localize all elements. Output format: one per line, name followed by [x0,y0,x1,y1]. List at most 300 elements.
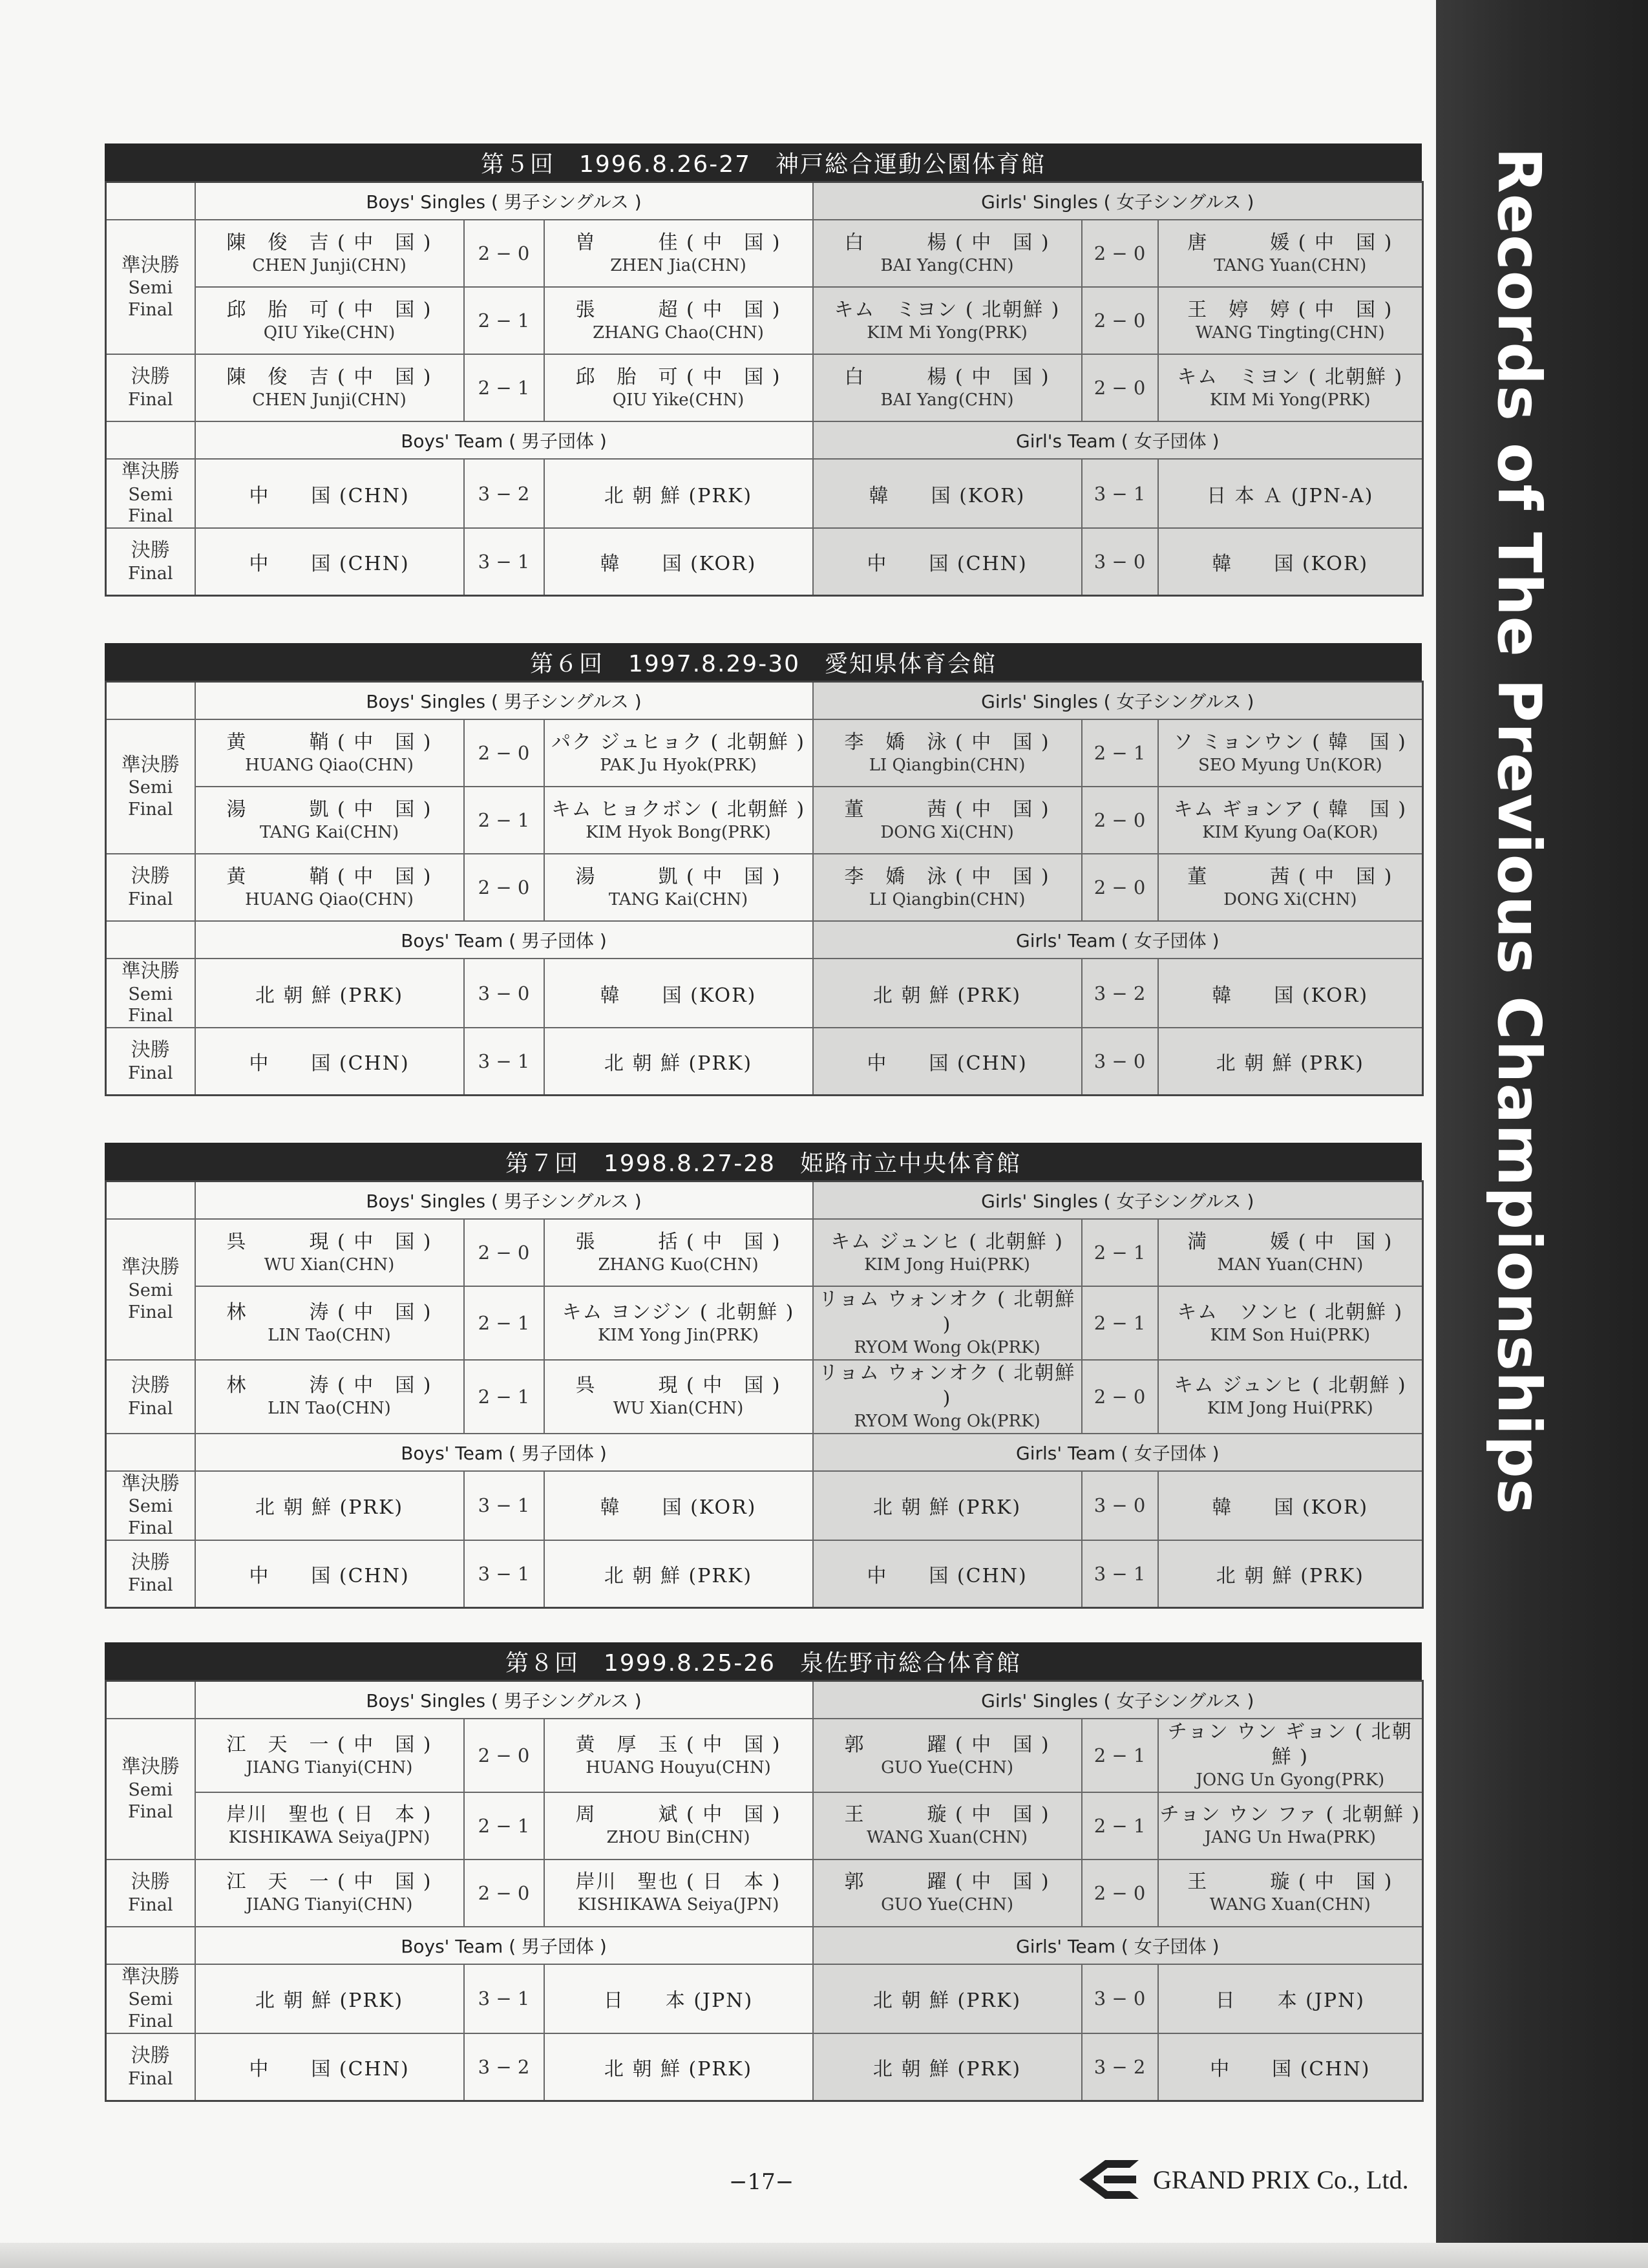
boys-player-winner [195,1219,464,1286]
boys-score: 2 − 0 [464,854,544,921]
boys-team-score: 3 − 2 [464,2033,544,2101]
player-name-ja: 黄 鞘 ( 中 国 ) [226,865,432,888]
boys-team-opponent: 日 本 (JPN) [544,1964,813,2033]
player-name-ja: 邱 胎 可 ( 中 国 ) [575,365,781,388]
player-name-ja: 李 嬌 泳 ( 中 国 ) [844,730,1050,754]
player-name-en: LIN Tao(CHN) [268,1399,391,1419]
page-number: −17− [729,2169,794,2195]
player-name-ja: 王 璇 ( 中 国 ) [1187,1871,1393,1894]
boys-team-score: 3 − 2 [464,459,544,528]
player-name-en: KIM Yong Jin(PRK) [597,1325,759,1345]
semifinal-label-en: Semi [128,1779,173,1800]
player-name-en: WU Xian(CHN) [613,1399,744,1419]
player-name-ja: 唐 媛 ( 中 国 ) [1187,231,1393,254]
side-title: Records of The Previous Championships [1484,147,1554,1515]
girls-player-winner [813,1719,1082,1792]
blank-cell [106,1434,195,1471]
player-name-en: JIANG Tianyi(CHN) [246,1895,413,1915]
girls-player-winner [813,1792,1082,1860]
girls-score: 2 − 0 [1082,1860,1158,1927]
player-name-en: WU Xian(CHN) [264,1255,395,1275]
player-name-ja: 曽 佳 ( 中 国 ) [575,231,781,254]
girls-team-header: Girls' Team ( 女子団体 ) [813,1434,1423,1471]
player-name-en: WANG Xuan(CHN) [866,1828,1028,1848]
team-match-row [106,1471,1423,1540]
singles-match-row [106,220,1423,287]
boys-player-winner [195,787,464,854]
boys-player-winner [195,1719,464,1792]
section-header: 第５回 1996.8.26-27 神戸総合運動公園体育館 [105,143,1422,181]
boys-singles-header: Boys' Singles ( 男子シングルス ) [195,1681,813,1719]
semifinal-label-en: Semi [128,984,173,1004]
player-name-ja: 陳 俊 吉 ( 中 国 ) [226,231,432,254]
final-label-ja: 決勝 [131,865,170,888]
girls-player-winner [813,1860,1082,1927]
logo-text: GRAND PRIX Co., Ltd. [1153,2165,1409,2194]
girls-player-winner [813,1286,1082,1360]
player-name-en: KIM Mi Yong(PRK) [1210,390,1371,410]
player-name-en: KIM Jong Hui(PRK) [1207,1399,1373,1419]
semifinal-label [106,719,195,854]
player-name-ja: 張 超 ( 中 国 ) [575,298,781,321]
player-name-en: HUANG Qiao(CHN) [245,889,414,909]
girls-player-winner [813,1219,1082,1286]
boys-team-winner: 中 国 (CHN) [195,528,464,596]
semifinal-label [106,459,195,528]
boys-player-winner [195,354,464,421]
girls-team-header: Girls' Team ( 女子団体 ) [813,921,1423,959]
blank-cell [106,1681,195,1719]
boys-score: 2 − 0 [464,220,544,287]
bottom-strip [0,2243,1648,2268]
semifinal-label [106,1219,195,1360]
girls-player-winner [813,220,1082,287]
singles-match-row [106,1719,1423,1792]
boys-team-score: 3 − 0 [464,959,544,1028]
team-match-row [106,1028,1423,1096]
boys-score: 2 − 1 [464,1792,544,1860]
girls-player-opponent [1158,719,1423,787]
player-name-en: ZHANG Kuo(CHN) [598,1255,759,1275]
player-name-ja: チョン ウン ギョン ( 北朝鮮 ) [1167,1721,1413,1768]
player-name-en: CHEN Junji(CHN) [252,255,407,275]
boys-player-opponent [544,1219,813,1286]
player-name-ja: 李 嬌 泳 ( 中 国 ) [844,865,1050,888]
final-label-en: Final [128,1398,173,1419]
girls-team-score: 3 − 0 [1082,1471,1158,1540]
championship-section [105,143,1422,597]
girls-player-opponent [1158,1792,1423,1860]
girls-team-opponent: 日 本 (JPN) [1158,1964,1423,2033]
boys-team-winner: 北 朝 鮮 (PRK) [195,959,464,1028]
team-match-row [106,1540,1423,1608]
girls-singles-header: Girls' Singles ( 女子シングルス ) [813,682,1423,720]
boys-singles-header: Boys' Singles ( 男子シングルス ) [195,182,813,220]
player-name-en: KIM Son Hui(PRK) [1210,1325,1371,1345]
player-name-ja: キム ギョンア ( 韓 国 ) [1173,798,1407,821]
girls-team-opponent: 日 本 Ａ (JPN-A) [1158,459,1423,528]
player-name-ja: 郭 躍 ( 中 国 ) [844,1871,1050,1894]
boys-team-winner: 中 国 (CHN) [195,459,464,528]
team-match-row [106,959,1423,1028]
final-label-ja: 決勝 [131,365,170,388]
player-name-en: ZHOU Bin(CHN) [606,1828,750,1848]
final-label-ja: 決勝 [131,1374,170,1397]
final-label-en: Final [128,2068,173,2089]
player-name-ja: 江 天 一 ( 中 国 ) [226,1733,432,1756]
singles-match-row [106,1286,1423,1360]
championship-section [105,1642,1422,2102]
girls-team-winner: 韓 国 (KOR) [813,459,1082,528]
boys-player-opponent [544,1360,813,1434]
player-name-ja: 岸川 聖也 ( 日 本 ) [575,1871,781,1894]
player-name-ja: 董 茜 ( 中 国 ) [1187,865,1393,888]
girls-player-opponent [1158,1719,1423,1792]
player-name-en: ZHANG Chao(CHN) [593,323,764,343]
girls-team-winner: 北 朝 鮮 (PRK) [813,1964,1082,2033]
girls-score: 2 − 0 [1082,854,1158,921]
boys-score: 2 − 1 [464,1360,544,1434]
grand-prix-logo-icon [1074,2156,1145,2203]
final-label [106,354,195,421]
singles-match-row [106,787,1423,854]
final-label-en: Final [128,1894,173,1915]
final-label-en: Final [128,1575,173,1596]
player-name-ja: 周 斌 ( 中 国 ) [575,1803,781,1827]
final-label-en: Final [128,389,173,410]
team-match-row [106,2033,1423,2101]
girls-team-score: 3 − 1 [1082,1540,1158,1608]
boys-team-winner: 北 朝 鮮 (PRK) [195,1964,464,2033]
girls-player-winner [813,787,1082,854]
player-name-ja: キム ミヨン ( 北朝鮮 ) [834,298,1061,321]
girls-team-score: 3 − 0 [1082,528,1158,596]
semifinal-label-ja: 準決勝 [121,1965,180,1988]
girls-team-header: Girl's Team ( 女子団体 ) [813,421,1423,459]
girls-score: 2 − 1 [1082,1792,1158,1860]
player-name-en: TANG Kai(CHN) [259,822,399,842]
results-table [105,1680,1424,2102]
player-name-ja: 白 楊 ( 中 国 ) [844,231,1050,254]
player-name-ja: 湯 凱 ( 中 国 ) [226,798,432,821]
player-name-en: LI Qiangbin(CHN) [869,889,1026,909]
player-name-en: PAK Ju Hyok(PRK) [600,755,757,775]
company-logo [1074,2156,1409,2203]
semifinal-label-en2: Final [128,1006,173,1026]
semifinal-label [106,1471,195,1540]
boys-player-opponent [544,354,813,421]
player-name-ja: 董 茜 ( 中 国 ) [844,798,1050,821]
boys-team-header: Boys' Team ( 男子団体 ) [195,421,813,459]
boys-team-opponent: 北 朝 鮮 (PRK) [544,2033,813,2101]
blank-cell [106,921,195,959]
boys-score: 2 − 0 [464,1860,544,1927]
boys-score: 2 − 1 [464,1286,544,1360]
semifinal-label-en: Semi [128,278,173,298]
player-name-en: KIM Mi Yong(PRK) [867,323,1028,343]
player-name-en: BAI Yang(CHN) [880,390,1014,410]
singles-header-row [106,182,1423,220]
blank-cell [106,421,195,459]
boys-player-opponent [544,220,813,287]
player-name-ja: ソ ミョンウン ( 韓 国 ) [1173,730,1407,754]
player-name-en: KIM Hyok Bong(PRK) [586,822,771,842]
final-label-ja: 決勝 [131,539,170,562]
team-header-row [106,421,1423,459]
girls-player-opponent [1158,354,1423,421]
girls-team-opponent: 韓 国 (KOR) [1158,528,1423,596]
semifinal-label-en: Semi [128,778,173,798]
results-table [105,681,1424,1096]
boys-score: 2 − 0 [464,719,544,787]
girls-team-score: 3 − 0 [1082,1964,1158,2033]
girls-score: 2 − 0 [1082,787,1158,854]
singles-match-row [106,1219,1423,1286]
player-name-en: LI Qiangbin(CHN) [869,755,1026,775]
player-name-en: QIU Yike(CHN) [612,390,745,410]
final-label [106,1860,195,1927]
player-name-en: KISHIKAWA Seiya(JPN) [577,1895,779,1915]
player-name-ja: 邱 胎 可 ( 中 国 ) [226,298,432,321]
player-name-en: BAI Yang(CHN) [880,255,1014,275]
boys-player-opponent [544,287,813,354]
player-name-en: WANG Tingting(CHN) [1195,323,1385,343]
girls-player-opponent [1158,787,1423,854]
girls-team-opponent: 中 国 (CHN) [1158,2033,1423,2101]
player-name-en: JONG Un Gyong(PRK) [1196,1770,1385,1790]
semifinal-label-en2: Final [128,1302,173,1322]
player-name-ja: キム ソンヒ ( 北朝鮮 ) [1177,1300,1404,1324]
player-name-en: TANG Kai(CHN) [608,889,748,909]
girls-player-winner [813,287,1082,354]
semifinal-label [106,1719,195,1860]
player-name-ja: 林 涛 ( 中 国 ) [226,1374,432,1397]
final-label-en: Final [128,1063,173,1083]
girls-singles-header: Girls' Singles ( 女子シングルス ) [813,182,1423,220]
team-header-row [106,921,1423,959]
singles-match-row [106,1792,1423,1860]
semifinal-label-ja: 準決勝 [121,1256,180,1279]
boys-team-opponent: 北 朝 鮮 (PRK) [544,1028,813,1096]
player-name-ja: 岸川 聖也 ( 日 本 ) [226,1803,432,1827]
singles-header-row [106,1681,1423,1719]
boys-player-opponent [544,1860,813,1927]
singles-match-row [106,1360,1423,1434]
boys-team-opponent: 北 朝 鮮 (PRK) [544,1540,813,1608]
semifinal-label-en2: Final [128,1801,173,1822]
boys-singles-header: Boys' Singles ( 男子シングルス ) [195,682,813,720]
final-label-en: Final [128,563,173,584]
semifinal-label-ja: 準決勝 [121,1472,180,1495]
final-label-ja: 決勝 [131,1551,170,1574]
boys-team-opponent: 韓 国 (KOR) [544,1471,813,1540]
boys-player-opponent [544,854,813,921]
final-label-en: Final [128,889,173,909]
boys-team-score: 3 − 1 [464,528,544,596]
boys-player-winner [195,854,464,921]
girls-score: 2 − 0 [1082,1360,1158,1434]
player-name-en: ZHEN Jia(CHN) [610,255,746,275]
girls-team-opponent: 北 朝 鮮 (PRK) [1158,1028,1423,1096]
semifinal-label-en: Semi [128,1496,173,1517]
singles-match-row [106,854,1423,921]
boys-team-header: Boys' Team ( 男子団体 ) [195,1927,813,1964]
boys-player-winner [195,1286,464,1360]
player-name-ja: 張 括 ( 中 国 ) [575,1230,781,1253]
player-name-ja: キム ヨンジン ( 北朝鮮 ) [562,1300,795,1324]
semifinal-label [106,959,195,1028]
semifinal-label-ja: 準決勝 [121,753,180,776]
girls-score: 2 − 0 [1082,220,1158,287]
semifinal-label [106,220,195,354]
girls-player-opponent [1158,854,1423,921]
boys-player-opponent [544,1286,813,1360]
girls-team-winner: 北 朝 鮮 (PRK) [813,1471,1082,1540]
player-name-ja: キム ヒョクボン ( 北朝鮮 ) [551,798,806,821]
semifinal-label-en: Semi [128,1989,173,2010]
girls-team-header: Girls' Team ( 女子団体 ) [813,1927,1423,1964]
girls-score: 2 − 1 [1082,719,1158,787]
boys-team-winner: 中 国 (CHN) [195,2033,464,2101]
semifinal-label-en: Semi [128,1280,173,1300]
girls-player-winner [813,1360,1082,1434]
championship-section [105,1143,1422,1609]
girls-team-opponent: 北 朝 鮮 (PRK) [1158,1540,1423,1608]
girls-player-opponent [1158,220,1423,287]
player-name-ja: 王 婷 婷 ( 中 国 ) [1187,298,1393,321]
girls-singles-header: Girls' Singles ( 女子シングルス ) [813,1681,1423,1719]
girls-team-score: 3 − 2 [1082,959,1158,1028]
semifinal-label-en2: Final [128,506,173,527]
boys-player-winner [195,287,464,354]
boys-score: 2 − 1 [464,287,544,354]
boys-player-opponent [544,1719,813,1792]
final-label [106,854,195,921]
boys-team-winner: 北 朝 鮮 (PRK) [195,1471,464,1540]
boys-player-winner [195,719,464,787]
boys-team-score: 3 − 1 [464,1028,544,1096]
girls-team-winner: 北 朝 鮮 (PRK) [813,959,1082,1028]
player-name-ja: 呉 現 ( 中 国 ) [575,1374,781,1397]
final-label [106,1028,195,1096]
player-name-en: RYOM Wong Ok(PRK) [854,1411,1041,1431]
boys-team-opponent: 北 朝 鮮 (PRK) [544,459,813,528]
boys-player-opponent [544,1792,813,1860]
singles-header-row [106,1182,1423,1220]
final-label [106,528,195,596]
section-header: 第７回 1998.8.27-28 姫路市立中央体育館 [105,1143,1422,1180]
player-name-ja: 黄 鞘 ( 中 国 ) [226,730,432,754]
girls-player-opponent [1158,1219,1423,1286]
player-name-ja: キム ミヨン ( 北朝鮮 ) [1177,365,1404,388]
girls-score: 2 − 1 [1082,1719,1158,1792]
semifinal-label-ja: 準決勝 [121,960,180,982]
girls-team-winner: 中 国 (CHN) [813,528,1082,596]
boys-score: 2 − 0 [464,1219,544,1286]
player-name-ja: 郭 躍 ( 中 国 ) [844,1733,1050,1756]
final-label [106,1360,195,1434]
girls-player-opponent [1158,1360,1423,1434]
boys-player-opponent [544,719,813,787]
final-label-ja: 決勝 [131,1039,170,1062]
girls-team-score: 3 − 2 [1082,2033,1158,2101]
player-name-ja: チョン ウン ファ ( 北朝鮮 ) [1159,1803,1421,1827]
girls-team-score: 3 − 1 [1082,459,1158,528]
player-name-ja: 白 楊 ( 中 国 ) [844,365,1050,388]
semifinal-label-ja: 準決勝 [121,1755,180,1779]
boys-score: 2 − 0 [464,1719,544,1792]
player-name-en: QIU Yike(CHN) [263,323,396,343]
girls-team-opponent: 韓 国 (KOR) [1158,959,1423,1028]
player-name-en: JANG Un Hwa(PRK) [1204,1828,1376,1848]
player-name-ja: 呉 現 ( 中 国 ) [226,1230,432,1253]
player-name-en: GUO Yue(CHN) [881,1757,1013,1777]
girls-score: 2 − 0 [1082,354,1158,421]
boys-score: 2 − 1 [464,787,544,854]
final-label-ja: 決勝 [131,2044,170,2068]
team-match-row [106,528,1423,596]
semifinal-label-en2: Final [128,1518,173,1538]
singles-header-row [106,682,1423,720]
girls-player-opponent [1158,1860,1423,1927]
player-name-en: KIM Jong Hui(PRK) [864,1255,1030,1275]
player-name-ja: 陳 俊 吉 ( 中 国 ) [226,365,432,388]
boys-player-winner [195,220,464,287]
player-name-en: LIN Tao(CHN) [268,1325,391,1345]
player-name-en: DONG Xi(CHN) [880,822,1014,842]
championship-section [105,643,1422,1096]
girls-player-winner [813,719,1082,787]
player-name-ja: キム ジュンヒ ( 北朝鮮 ) [1173,1374,1407,1397]
player-name-ja: リョム ウォンオク ( 北朝鮮 ) [818,1288,1076,1336]
semifinal-label-en2: Final [128,2011,173,2032]
semifinal-label-en2: Final [128,299,173,320]
boys-team-header: Boys' Team ( 男子団体 ) [195,1434,813,1471]
boys-team-winner: 中 国 (CHN) [195,1540,464,1608]
singles-match-row [106,719,1423,787]
player-name-en: KISHIKAWA Seiya(JPN) [228,1828,430,1848]
team-header-row [106,1927,1423,1964]
girls-singles-header: Girls' Singles ( 女子シングルス ) [813,1182,1423,1220]
final-label [106,2033,195,2101]
player-name-ja: 江 天 一 ( 中 国 ) [226,1871,432,1894]
boys-player-winner [195,1792,464,1860]
boys-score: 2 − 1 [464,354,544,421]
player-name-ja: 満 媛 ( 中 国 ) [1187,1230,1393,1253]
player-name-ja: リョム ウォンオク ( 北朝鮮 ) [818,1361,1076,1410]
results-table [105,181,1424,597]
player-name-en: DONG Xi(CHN) [1223,889,1357,909]
girls-team-score: 3 − 0 [1082,1028,1158,1096]
semifinal-label-ja: 準決勝 [121,460,180,483]
final-label [106,1540,195,1608]
boys-player-opponent [544,787,813,854]
section-header: 第８回 1999.8.25-26 泉佐野市総合体育館 [105,1642,1422,1680]
player-name-ja: 黄 厚 玉 ( 中 国 ) [575,1733,781,1756]
singles-match-row [106,287,1423,354]
girls-team-winner: 中 国 (CHN) [813,1540,1082,1608]
semifinal-label-en2: Final [128,799,173,820]
girls-player-winner [813,354,1082,421]
blank-cell [106,682,195,720]
player-name-en: HUANG Qiao(CHN) [245,755,414,775]
semifinal-label-ja: 準決勝 [121,253,180,277]
boys-team-score: 3 − 1 [464,1964,544,2033]
team-match-row [106,1964,1423,2033]
semifinal-label [106,1964,195,2033]
girls-score: 2 − 1 [1082,1286,1158,1360]
boys-team-opponent: 韓 国 (KOR) [544,959,813,1028]
